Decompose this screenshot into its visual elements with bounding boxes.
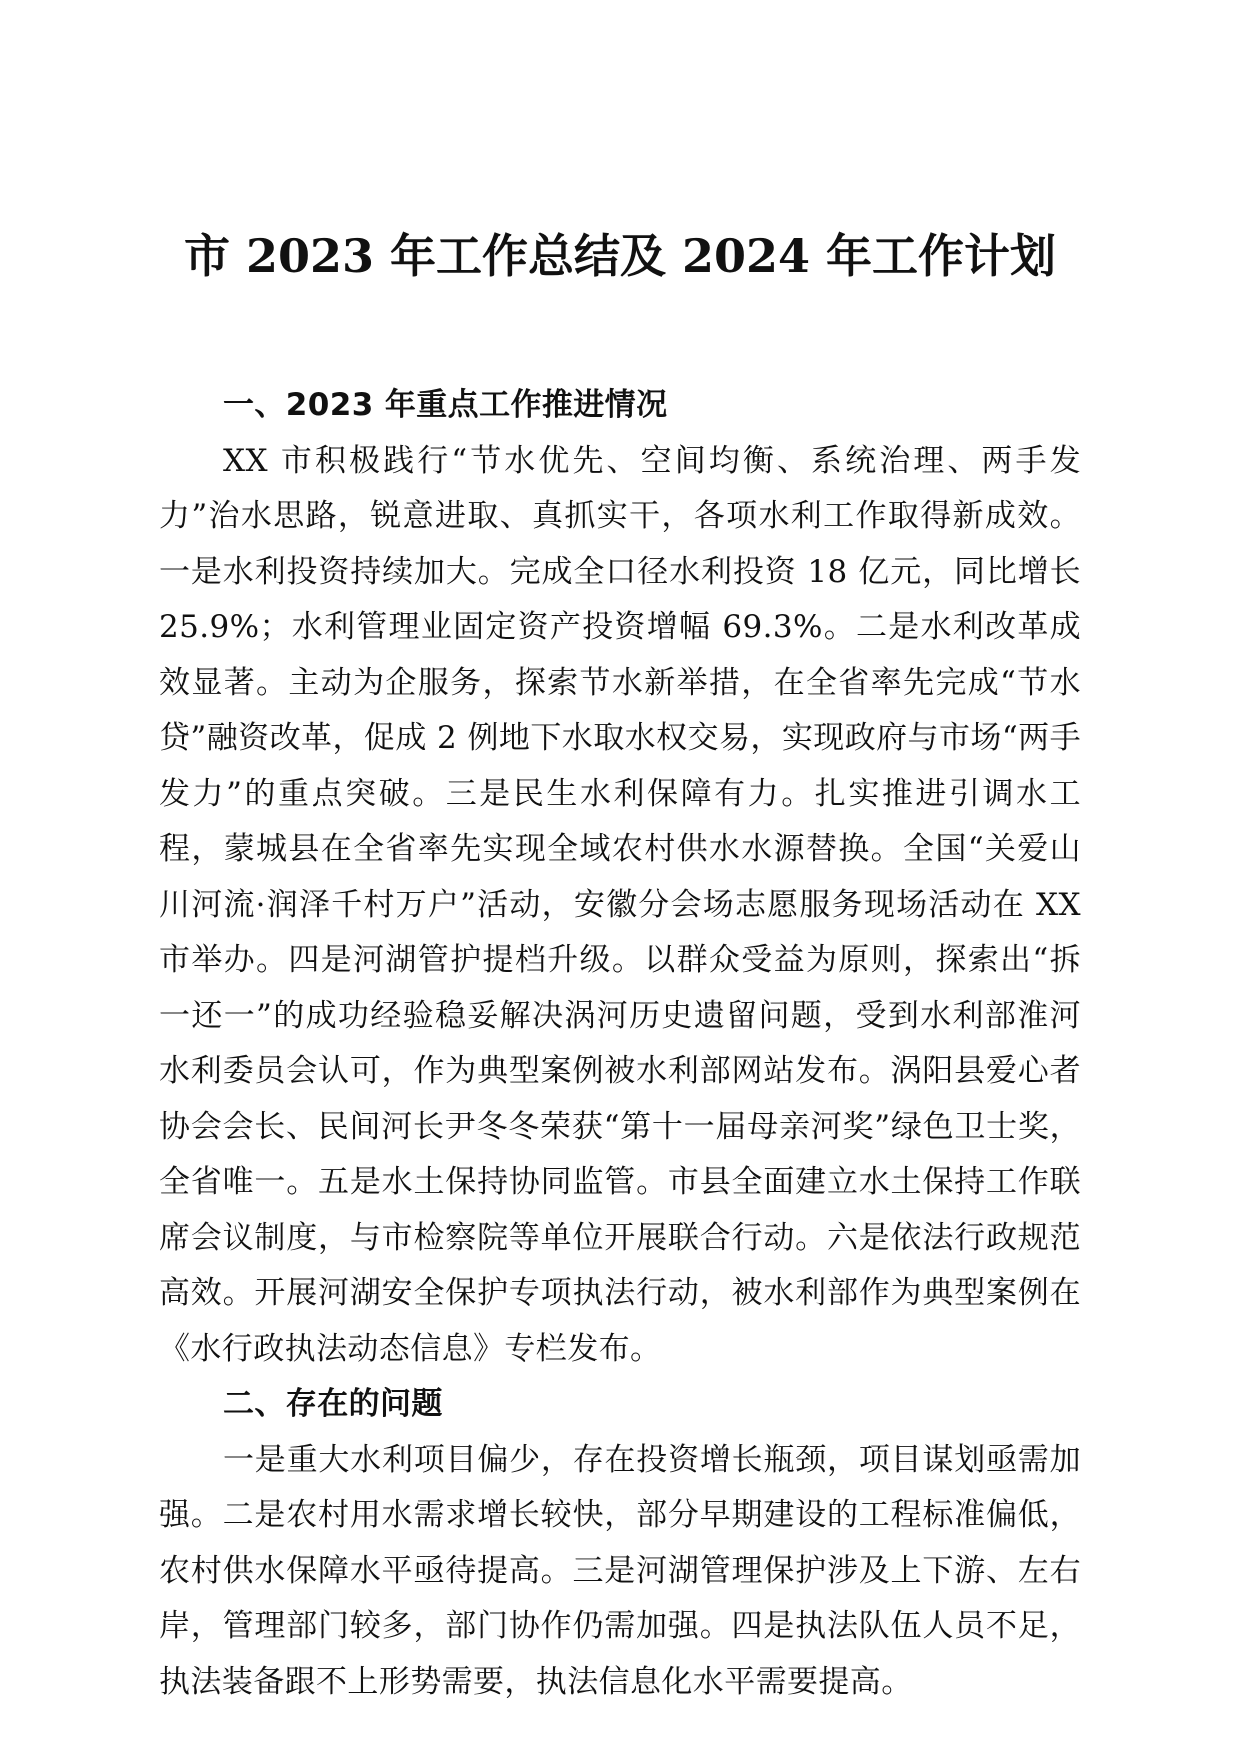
document-body: [159, 378, 1081, 1710]
section-heading-1: 一、2023 年重点工作推进情况: [223, 387, 668, 423]
document-title: 市 2023 年工作总结及 2024 年工作计划: [183, 229, 1057, 283]
section-paragraph-1: XX 市积极践行“节水优先、空间均衡、系统治理、两手发力”治水思路，锐意进取、真抓实干，各项水利工作取得新成效。一是水利投资持续加大。完成全口径水利投资 18 亿元，同比增长 25.9%；水利管理业固定资产投资增幅 69.3%。二是水利改革成效显著。主动为企服务，探索节水新举措，在全省率先完成“节水贷”融资改革，促成 2 例地下水取水权交易，实现政府与市场“两手发力”的重点突破。三是民生水利保障有力。扎实推进引调水工程，蒙城县在全省率先实现全域农村供水水源替换。全国“关爱山川河流·润泽千村万户”活动，安徽分会场志愿服务现场活动在 XX 市举办。四是河湖管护提档升级。以群众受益为原则，探索出“拆一还一”的成功经验稳妥解决涡河历史遗留问题，受到水利部淮河水利委员会认可，作为典型案例被水利部网站发布。涡阳县爱心者协会会长、民间河长尹冬冬荣获“第十一届母亲河奖”绿色卫士奖，全省唯一。五是水土保持协同监管。市县全面建立水土保持工作联席会议制度，与市检察院等单位开展联合行动。六是依法行政规范高效。开展河湖安全保护专项执法行动，被水利部作为典型案例在《水行政执法动态信息》专栏发布。: [159, 442, 1081, 1367]
section-heading-2: 二、存在的问题: [223, 1386, 443, 1422]
section-paragraph-2: 一是重大水利项目偏少，存在投资增长瓶颈，项目谋划亟需加强。二是农村用水需求增长较快，部分早期建设的工程标准偏低，农村供水保障水平亟待提高。三是河湖管理保护涉及上下游、左右岸，管理部门较多，部门协作仍需加强。四是执法队伍人员不足，执法装备跟不上形势需要，执法信息化水平需要提高。: [159, 1441, 1081, 1700]
